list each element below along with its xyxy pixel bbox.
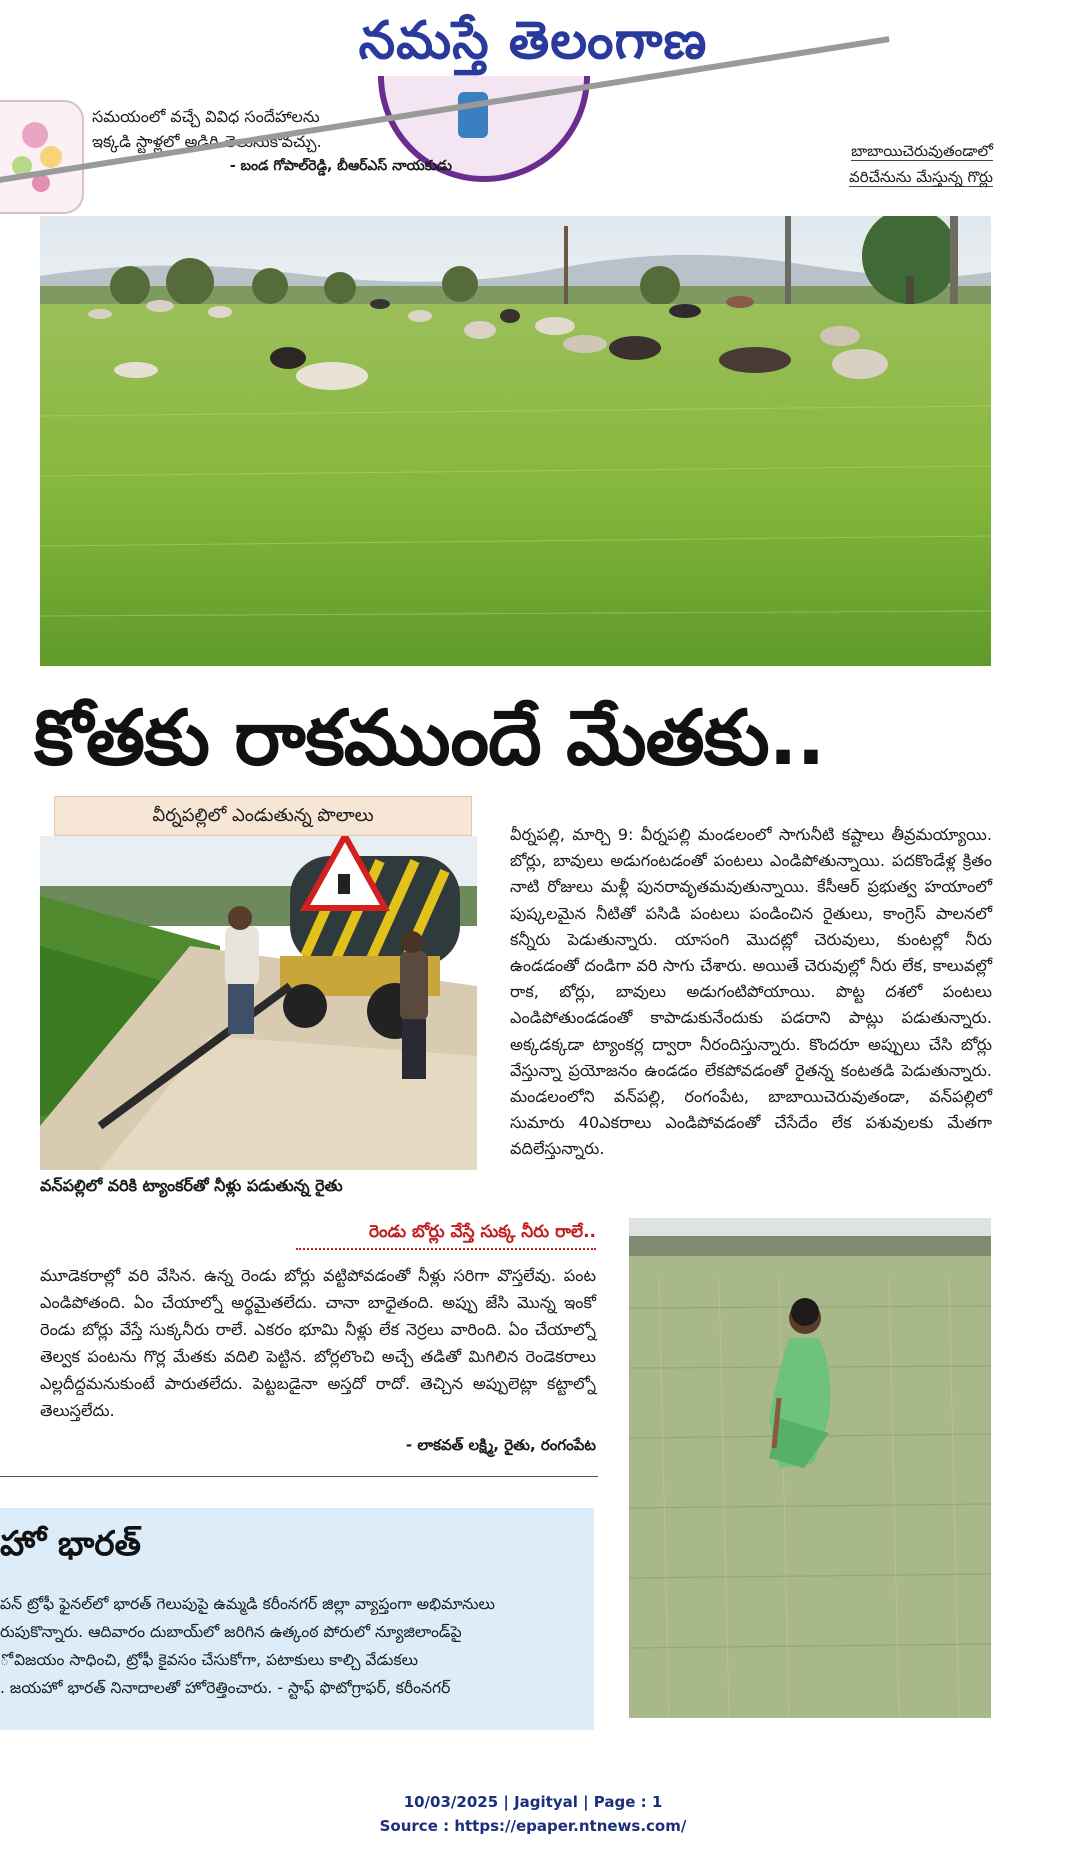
cricket-news-line: రుపుకొన్నారు. ఆదివారం దుబాయ్‌లో జరిగిన ఉత్కంఠ పోరులో న్యూజిలాండ్‌పై [0,1623,462,1641]
footer-date-page: 10/03/2025 | Jagityal | Page : 1 [403,1793,663,1811]
page-footer [0,1790,1066,1838]
flower-ad-image [0,100,84,214]
quote-heading: రెండు బోర్లు వేస్తే సుక్క నీరు రాలే.. [296,1222,596,1250]
cricket-news-body [0,1590,580,1702]
article-body: వీర్నపల్లి, మార్చి 9: వీర్నపల్లి మండలంలో సాగునీటి కష్టాలు తీవ్రమయ్యాయి. బోర్లు, బావులు అడుగంటడంతో పంటలు ఎండిపోతున్నాయి. పదకొండేళ్ల క్రితం నాటి రోజులు మళ్లీ పునరావృతమవుతున్నాయి. కేసీఆర్ ప్రభుత్వ హయాంలో పుష్కలమైన నీటితో పసిడి పంటలు పండించిన రైతులు, కాంగ్రెస్ పాలనలో కన్నీరు పెడుతున్నారు. యాసంగి మొదట్లో చెరువులు, కుంటల్లో నీరు ఉండడంతో దండిగా వరి సాగు చేశారు. అయితే చెరువుల్లో నీరు లేక, కాలువల్లో రాక, బోర్లు, బావులు అడుగంటిపోయాయి. పొట్ట దశలో పంటలు ఎండిపోతుండడంతో కాపాడుకునేందుకు పడరాని పాట్లు పడుతున్నారు. అక్కడక్కడా ట్యాంకర్ల ద్వారా నీరందిస్తున్నారు. కొందరూ అప్పులు చేసి బోర్లు వేస్తున్నా ప్రయోజనం ఉండడం లేకపోవడంతో రైతన్న కంటతడి పెడుతున్నారు. మండలంలోని వన్‌పల్లి, రంగంపేట, బాబాయిచెరువుతండా, వన్‌పల్లిలో సుమారు 40ఎకరాలు ఎండిపోవడంతో చేసేదేం లేక పశువులకు మేతగా వదిలేస్తున్నారు. [510,825,992,1159]
top-note-signature: - బండ గోపాల్‌రెడ్డి, బీఆర్‌ఎస్ నాయకుడు [229,158,452,174]
photo-tanker-watering [40,836,477,1170]
cricket-news-line: . జయహో భారత్ నినాదాలతో హోరెత్తించారు. - స్టాఫ్ ఫొటోగ్రాఫర్, కరీంనగర్ [0,1679,451,1697]
headline: కోతకు రాకముందే మేతకు.. [34,693,825,782]
ad-thumb-icon [458,92,488,138]
top-note-line: సమయంలో వచ్చే వివిధ సందేహాలను [92,107,320,126]
photo1-caption [808,138,993,190]
section-divider [0,1476,598,1477]
photo2-caption: వన్‌పల్లిలో వరికి ట్యాంకర్‌తో నీళ్లు పడుతున్న రైతు [40,1176,343,1195]
photo-sheep-grazing [40,216,991,666]
top-note-line: ఇక్కడి స్టాళ్లలో అడిగి తెలుసుకోవచ్చు. [92,132,322,151]
subhead-box: వీర్నపల్లిలో ఎండుతున్న పొలాలు [54,796,472,836]
photo-farmer-dried-field-art [629,1218,991,1718]
cricket-news-line: పన్ ట్రోఫీ ఫైనల్‌లో భారత్ గెలుపుపై ఉమ్మడి కరీంనగర్ జిల్లా వ్యాప్తంగా అభిమానులు [0,1595,495,1613]
quote-signature: - లాకవత్ లక్ష్మి, రైతు, రంగంపేట [405,1436,596,1454]
cricket-news-title: హో భారత్ [0,1524,141,1564]
quote-body: మూడెకరాల్లో వరి వేసిన. ఉన్న రెండు బోర్లు వట్టిపోవడంతో నీళ్లు సరిగా వొస్తలేవు. పంట ఎండిపోతంది. ఏం చేయాల్నో అర్థమైతలేదు. చానా బాధైతంది. అప్పు జేసి మొన్న ఇంకో రెండు బోర్లు వేస్తే సుక్కనీరు రాలే. ఎకరం భూమి నీళ్లు లేక నెర్రలు వారింది. ఏం చేయాల్నో తెల్వక పంటను గొర్ల మేతకు వదిలి పెట్టిన. బోర్లలొంచి అచ్చే తడితో మిగిలిన రెండెకరాలు ఎల్లదీద్దమనుకుంటే పారుతలేదు. పెట్టబడైనా అస్తదో రాదో. తెచ్చిన అప్పులెట్లా కట్టాల్నో తెలుస్తలేదు. [40,1266,596,1420]
masthead-title: నమస్తే తెలంగాణ [358,10,708,71]
photo-farmer-dried-field [629,1218,991,1718]
cricket-news-line: ో విజయం సాధించి, ట్రోఫీ కైవసం చేసుకోగా, పటాకులు కాల్చి వేడుకలు [0,1651,419,1669]
photo-tanker-watering-art [40,836,477,1170]
photo-sheep-grazing-art [40,216,991,666]
footer-source-link[interactable]: Source : https://epaper.ntnews.com/ [379,1817,687,1835]
photo1-caption-line: వరిచేనును మేస్తున్న గొర్లు [849,168,993,186]
photo1-caption-line: బాబాయిచెరువుతండాలో [851,142,993,160]
